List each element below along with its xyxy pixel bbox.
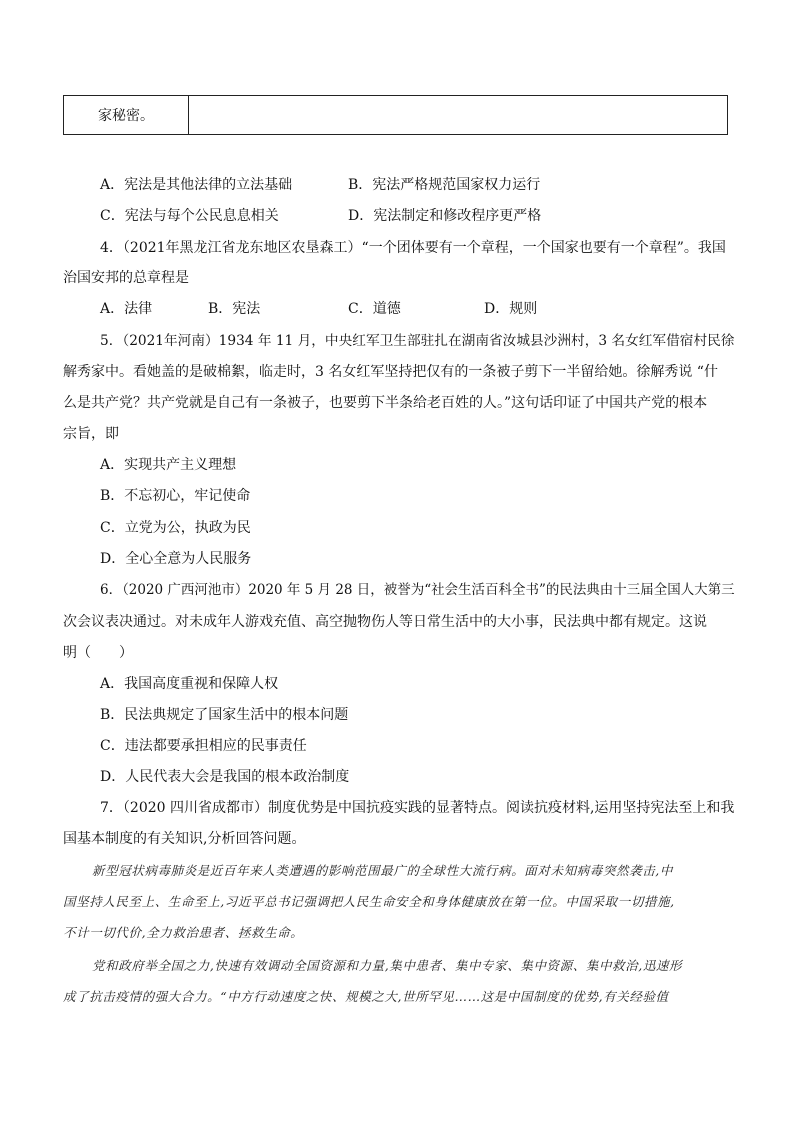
q4-stem-line2: 治国安邦的总章程是 <box>63 270 189 286</box>
q3-option-a: A．宪法是其他法律的立法基础 <box>100 177 293 193</box>
q5-stem-line1: 5．（2021年河南）1934 年 11 月，中央红军卫生部驻扎在湖南省汝城县沙洲村，3 名女红军借宿村民徐 <box>100 333 735 349</box>
q5-option-c: C．立党为公，执政为民 <box>100 520 251 536</box>
q3-option-c: C．宪法与每个公民息息相关 <box>100 208 279 224</box>
q4-option-b: B．宪法 <box>208 301 261 317</box>
table-fragment <box>63 95 728 135</box>
q6-stem-line3: 明（ ） <box>63 645 133 661</box>
q4-option-c: C．道德 <box>348 301 401 317</box>
q5-option-d: D．全心全意为人民服务 <box>100 551 252 567</box>
q5-stem-line3: 么是共产党？共产党就是自己有一条被子，也要剪下半条给老百姓的人。”这句话印证了中国共产党的根本 <box>63 395 708 411</box>
table-right-cell <box>189 96 727 134</box>
material-p1-line1: 新型冠状病毒肺炎是近百年来人类遭遇的影响范围最广的全球性大流行病。面对未知病毒突然袭击,中 <box>92 863 673 878</box>
material-p1-line3: 不计一切代价,全力救治患者、拯救生命。 <box>63 925 304 940</box>
q4-option-d: D．规则 <box>484 301 538 317</box>
q5-option-b: B．不忘初心，牢记使命 <box>100 488 251 504</box>
material-p2-line2: 成了抗击疫情的强大合力。“中方行动速度之快、规模之大,世所罕见……这是中国制度的优势,有关经验值 <box>63 989 669 1004</box>
q5-stem-line4: 宗旨，即 <box>63 426 119 442</box>
material-p1-line2: 国坚持人民至上、生命至上,习近平总书记强调把人民生命安全和身体健康放在第一位。中国采取一切措施, <box>63 894 675 909</box>
q6-option-d: D．人民代表大会是我国的根本政治制度 <box>100 769 350 785</box>
q7-stem-line1: 7．（2020 四川省成都市）制度优势是中国抗疫实践的显著特点。阅读抗疫材料,运用坚持宪法至上和我 <box>100 800 735 816</box>
q5-option-a: A．实现共产主义理想 <box>100 457 237 473</box>
q4-option-a: A．法律 <box>100 301 153 317</box>
q7-stem-line2: 国基本制度的有关知识,分析回答问题。 <box>63 831 306 847</box>
q6-stem-line2: 次会议表决通过。对未成年人游戏充值、高空抛物伤人等日常生活中的大小事，民法典中都有规定。这说 <box>63 614 707 630</box>
q6-option-a: A．我国高度重视和保障人权 <box>100 676 279 692</box>
q6-option-c: C．违法都要承担相应的民事责任 <box>100 738 307 754</box>
q6-option-b: B．民法典规定了国家生活中的根本问题 <box>100 707 349 723</box>
material-p2-line1: 党和政府举全国之力,快速有效调动全国资源和力量,集中患者、集中专家、集中资源、集中救治,迅速形 <box>92 958 683 973</box>
q5-stem-line2: 解秀家中。看她盖的是破棉絮，临走时，3 名女红军坚持把仅有的一条被子剪下一半留给她。徐解秀说 “什 <box>63 364 718 380</box>
q4-stem-line1: 4．（2021年黑龙江省龙东地区农垦森工）“一个团体要有一个章程，一个国家也要有一个章程”。我国 <box>100 240 726 256</box>
q3-option-b: B．宪法严格规范国家权力运行 <box>348 177 541 193</box>
q6-stem-line1: 6．（2020 广西河池市）2020 年 5 月 28 日，被誉为“社会生活百科全书”的民法典由十三届全国人大第三 <box>100 582 735 598</box>
table-left-cell: 家秘密。 <box>64 96 189 134</box>
q3-option-d: D．宪法制定和修改程序更严格 <box>348 208 542 224</box>
